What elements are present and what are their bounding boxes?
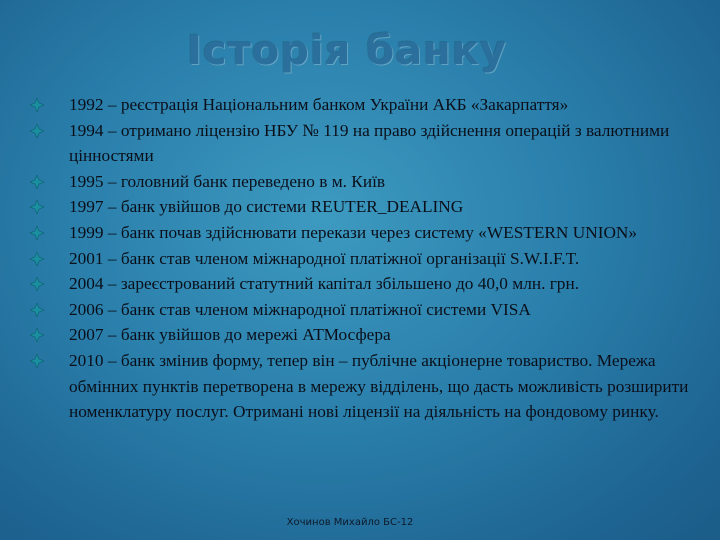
list-item-text: 2001 – банк став членом міжнародної платіжної організації S.W.I.F.T. (69, 248, 580, 268)
list-item (30, 246, 698, 272)
diamond-bullet-icon (30, 124, 44, 138)
history-list (30, 92, 698, 425)
list-item-text: 1994 – отримано ліцензію НБУ № 119 на право здійснення операцій з валютними цінностями (69, 120, 670, 166)
diamond-bullet-icon (30, 252, 44, 266)
list-item (30, 169, 698, 195)
diamond-bullet-icon (30, 277, 44, 291)
list-item-text: 2007 – банк увійшов до мережі АТМосфера (69, 325, 391, 345)
list-item-text: 1999 – банк почав здійснювати перекази через систему «WESTERN UNION» (69, 222, 638, 242)
list-item (30, 297, 698, 323)
diamond-bullet-icon (30, 303, 44, 317)
list-item-text: 1997 – банк увійшов до системи REUTER_DEALING (69, 197, 464, 217)
diamond-bullet-icon (30, 354, 44, 368)
list-item (30, 322, 698, 348)
list-item (30, 271, 698, 297)
list-item (30, 220, 698, 246)
list-item-text: 2010 – банк змінив форму, тепер він – публічне акціонерне товариство. Мережа обмінних пунктів перетворена в мережу відділень, що дасть можливість розширити номенклатуру послуг. Отримані нові ліцензії на діяльність на фондовому ринку. (69, 350, 689, 422)
list-item (30, 194, 698, 220)
diamond-bullet-icon (30, 328, 44, 342)
list-item-text: 1992 – реєстрація Національним банком України АКБ «Закарпаття» (69, 95, 569, 114)
list-item (30, 348, 698, 425)
diamond-bullet-icon (30, 98, 44, 112)
diamond-bullet-icon (30, 175, 44, 189)
list-item (30, 118, 698, 169)
list-item-text: 2004 – зареєстрований статутний капітал збільшено до 40,0 млн. грн. (69, 274, 580, 294)
diamond-bullet-icon (30, 200, 44, 214)
footer-author: Хочинов Михайло БС-12 (286, 517, 414, 528)
diamond-bullet-icon (30, 226, 44, 240)
list-item (30, 92, 698, 118)
list-item-text: 1995 – головний банк переведено в м. Київ (69, 171, 386, 191)
slide-title: Історія банку (187, 28, 507, 74)
list-item-text: 2006 – банк став членом міжнародної платіжної системи VISA (69, 299, 531, 319)
